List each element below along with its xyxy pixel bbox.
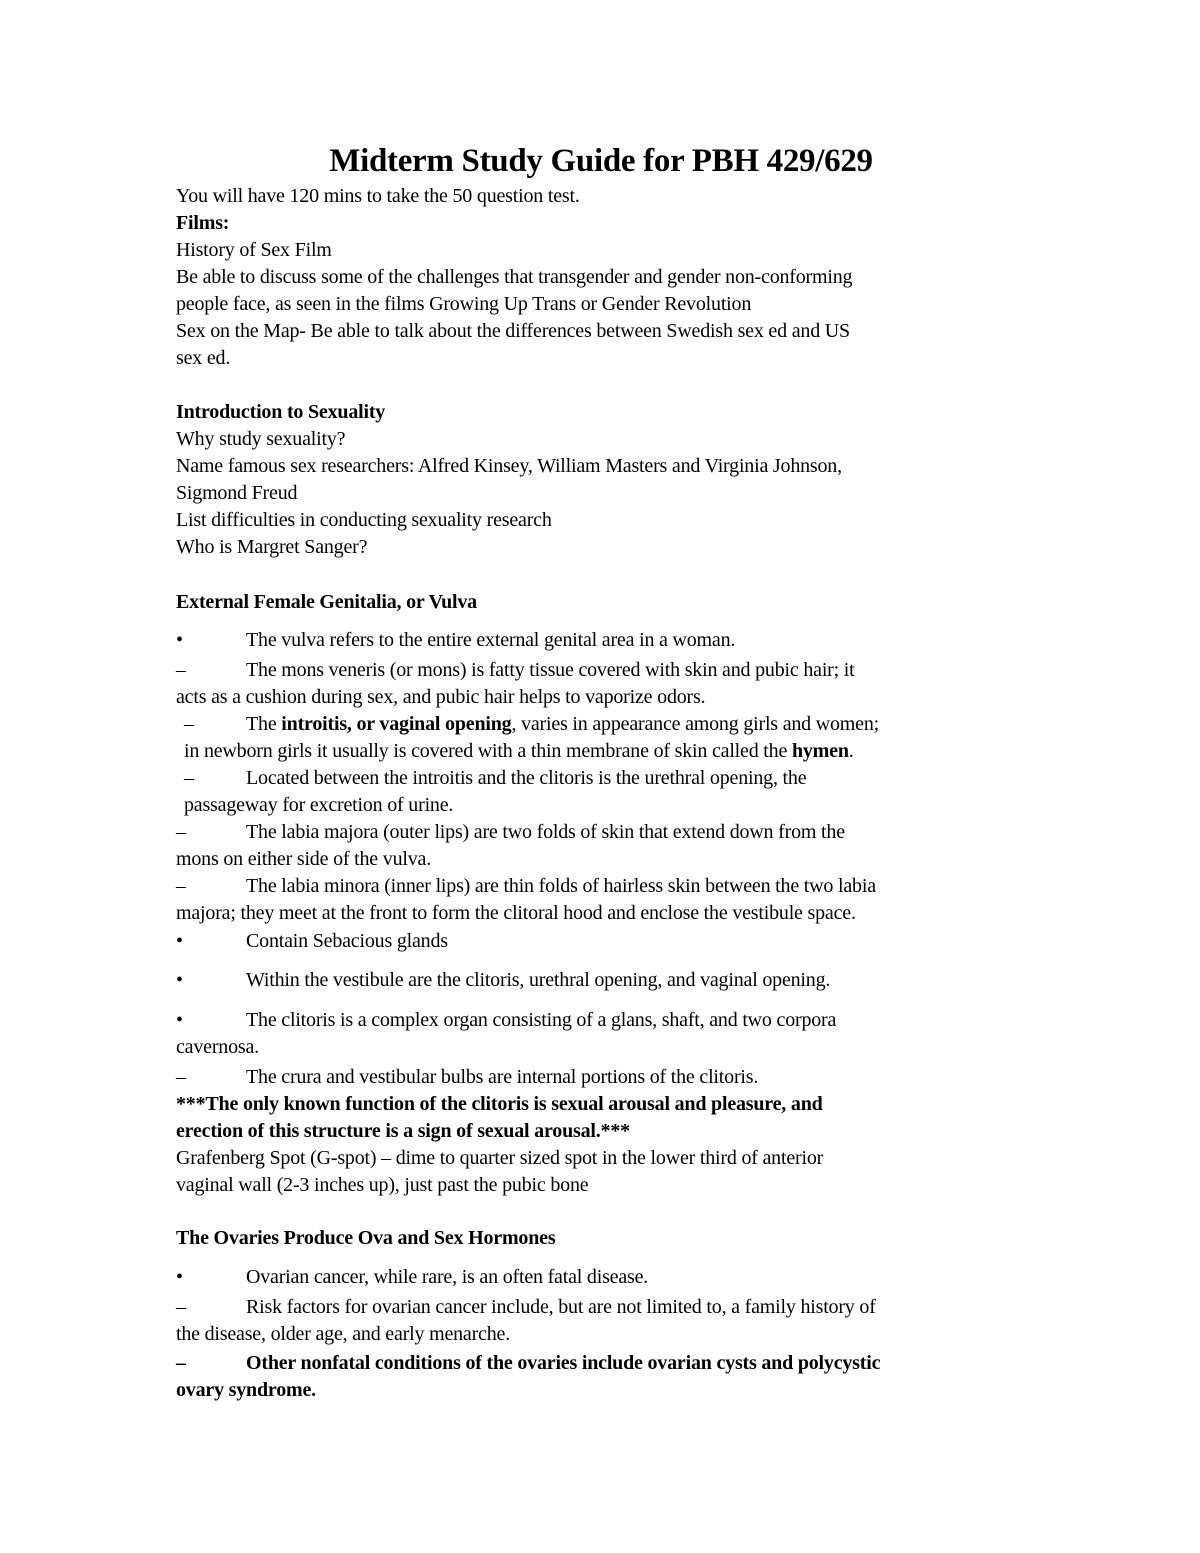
emphasis-note: ***The only known function of the clitoris is sexual arousal and pleasure, and xyxy=(176,1093,823,1115)
list-item-cont: the disease, older age, and early menarche. xyxy=(176,1323,511,1345)
g-spot-text: vaginal wall (2-3 inches up), just past the pubic bone xyxy=(176,1174,589,1196)
emphasis-note: erection of this structure is a sign of sexual arousal.*** xyxy=(176,1120,630,1142)
bullet-icon: • xyxy=(176,930,183,952)
list-item-cont: cavernosa. xyxy=(176,1036,259,1058)
dash-icon: – xyxy=(176,1296,186,1318)
page-title: Midterm Study Guide for PBH 429/629 xyxy=(329,143,873,179)
list-item-cont: mons on either side of the vulva. xyxy=(176,848,432,870)
section-heading-vulva: External Female Genitalia, or Vulva xyxy=(176,591,477,613)
section-heading-ovaries: The Ovaries Produce Ova and Sex Hormones xyxy=(176,1227,556,1249)
list-item-cont: ovary syndrome. xyxy=(176,1379,316,1401)
bullet-icon: • xyxy=(176,629,183,651)
films-item: Be able to discuss some of the challenges that transgender and gender non-conforming xyxy=(176,266,853,288)
list-item-cont: acts as a cushion during sex, and pubic hair helps to vaporize odors. xyxy=(176,686,706,708)
g-spot-text: Grafenberg Spot (G-spot) – dime to quarter sized spot in the lower third of anterior xyxy=(176,1147,824,1169)
dash-icon: – xyxy=(176,659,186,681)
films-item: people face, as seen in the films Growing Up Trans or Gender Revolution xyxy=(176,293,752,315)
list-item: – Located between the introitis and the clitoris is the urethral opening, the xyxy=(176,765,806,792)
dash-icon: – xyxy=(176,821,186,843)
list-item: • The clitoris is a complex organ consisting of a glans, shaft, and two corpora xyxy=(176,1007,836,1034)
list-item-cont: in newborn girls it usually is covered with a thin membrane of skin called the hymen. xyxy=(184,740,854,762)
list-item: • Within the vestibule are the clitoris, urethral opening, and vaginal opening. xyxy=(176,967,830,994)
intro-text: You will have 120 mins to take the 50 question test. xyxy=(176,185,580,207)
dash-icon: – xyxy=(176,1352,186,1374)
dash-icon: – xyxy=(176,875,186,897)
dash-icon: – xyxy=(176,1066,186,1088)
bullet-icon: • xyxy=(176,1266,183,1288)
dash-icon: – xyxy=(184,767,194,789)
list-item: – The crura and vestibular bulbs are internal portions of the clitoris. xyxy=(176,1064,758,1091)
list-item: • Contain Sebacious glands xyxy=(176,928,448,955)
intro-item: List difficulties in conducting sexuality research xyxy=(176,509,552,531)
intro-item: Why study sexuality? xyxy=(176,428,346,450)
list-item: – The labia minora (inner lips) are thin folds of hairless skin between the two labia xyxy=(176,873,876,900)
list-item-cont: majora; they meet at the front to form the clitoral hood and enclose the vestibule space. xyxy=(176,902,856,924)
intro-item: Who is Margret Sanger? xyxy=(176,536,368,558)
list-item: – Risk factors for ovarian cancer include, but are not limited to, a family history of xyxy=(176,1294,876,1321)
dash-icon: – xyxy=(184,713,194,735)
intro-item: Name famous sex researchers: Alfred Kinsey, William Masters and Virginia Johnson, xyxy=(176,455,842,477)
films-item: Sex on the Map- Be able to talk about the differences between Swedish sex ed and US xyxy=(176,320,850,342)
films-item: History of Sex Film xyxy=(176,239,332,261)
list-item: – The introitis, or vaginal opening, varies in appearance among girls and women; xyxy=(176,711,879,738)
films-item: sex ed. xyxy=(176,347,231,369)
list-item: • Ovarian cancer, while rare, is an often fatal disease. xyxy=(176,1264,648,1291)
films-heading: Films: xyxy=(176,212,230,234)
list-item: – The mons veneris (or mons) is fatty tissue covered with skin and pubic hair; it xyxy=(176,657,855,684)
list-item: – The labia majora (outer lips) are two folds of skin that extend down from the xyxy=(176,819,845,846)
bullet-icon: • xyxy=(176,1009,183,1031)
intro-item: Sigmond Freud xyxy=(176,482,298,504)
list-item: • The vulva refers to the entire external genital area in a woman. xyxy=(176,627,735,654)
list-item: – Other nonfatal conditions of the ovaries include ovarian cysts and polycystic xyxy=(176,1350,880,1377)
section-heading-intro-sexuality: Introduction to Sexuality xyxy=(176,401,386,423)
list-item-cont: passageway for excretion of urine. xyxy=(184,794,454,816)
bullet-icon: • xyxy=(176,969,183,991)
